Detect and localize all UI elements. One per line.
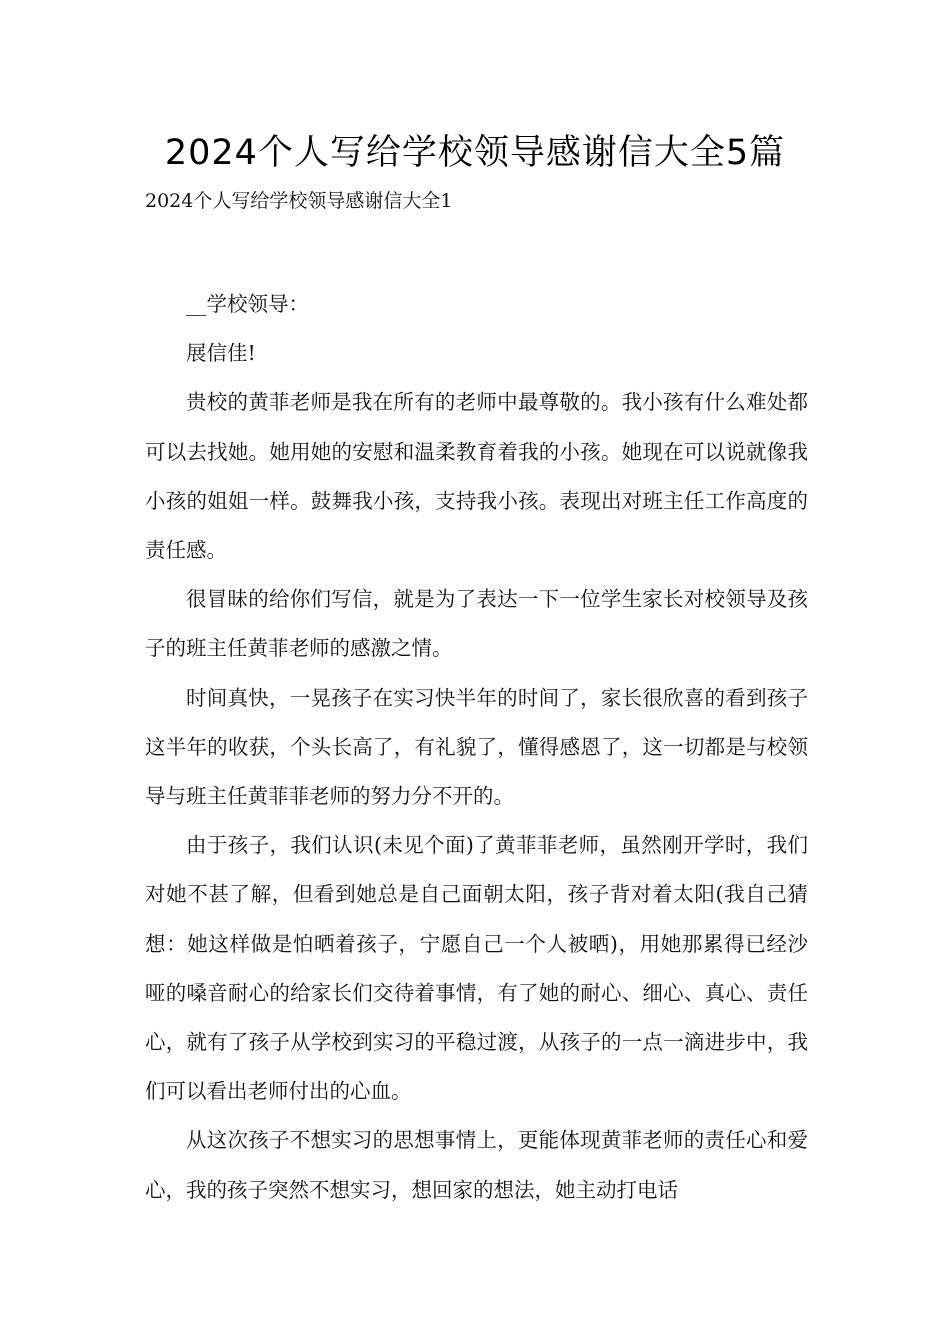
body-paragraph: 时间真快，一晃孩子在实习快半年的时间了，家长很欣喜的看到孩子这半年的收获，个头长高了，有礼貌了，懂得感恩了，这一切都是与校领导与班主任黄菲菲老师的努力分不开的。 bbox=[145, 685, 808, 809]
body-paragraph: 很冒昧的给你们写信，就是为了表达一下一位学生家长对校领导及孩子的班主任黄菲老师的感激之情。 bbox=[145, 587, 808, 661]
letter-body bbox=[145, 280, 808, 1215]
body-paragraph: 贵校的黄菲老师是我在所有的老师中最尊敬的。我小孩有什么难处都可以去找她。她用她的安慰和温柔教育着我的小孩。她现在可以说就像我小孩的姐姐一样。鼓舞我小孩，支持我小孩。表现出对班主任工作高度的责任感。 bbox=[145, 390, 808, 563]
body-paragraph: 从这次孩子不想实习的思想事情上，更能体现黄菲老师的责任心和爱心，我的孩子突然不想实习，想回家的想法，她主动打电话 bbox=[145, 1128, 808, 1202]
salutation: __学校领导： bbox=[186, 292, 309, 316]
document-subtitle: 2024个人写给学校领导感谢信大全1 bbox=[145, 190, 453, 212]
document-title: 2024个人写给学校领导感谢信大全5篇 bbox=[164, 133, 786, 173]
body-paragraph: 由于孩子，我们认识(未见个面)了黄菲菲老师，虽然刚开学时，我们对她不甚了解，但看到她总是自己面朝太阳，孩子背对着太阳(我自己猜想：她这样做是怕晒着孩子，宁愿自己一个人被晒)，用她那累得已经沙哑的嗓音耐心的给家长们交待着事情，有了她的耐心、细心、真心、责任心，就有了孩子从学校到实习的平稳过渡，从孩子的一点一滴进步中，我们可以看出老师付出的心血。 bbox=[145, 833, 808, 1104]
greeting: 展信佳! bbox=[186, 341, 256, 366]
